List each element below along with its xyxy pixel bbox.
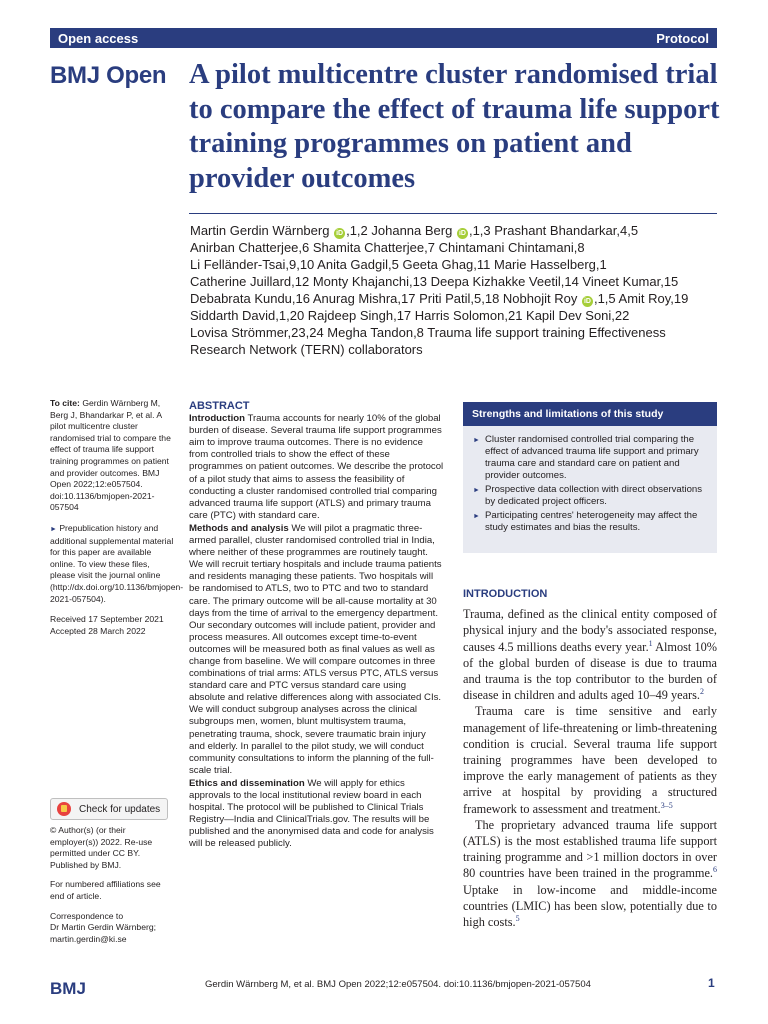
correspondence-block [50, 911, 174, 946]
author-text: Debabrata Kundu,16 Anurag Mishra,17 Priti Patil,5,18 Nobhojit Roy [190, 291, 578, 306]
abstract-methods [189, 523, 444, 777]
author-line [190, 222, 720, 239]
top-banner [50, 28, 717, 48]
author-line [190, 290, 720, 307]
section-text: We will pilot a pragmatic three-armed parallel, cluster randomised controlled trial in India, where neither of these programmes are routinely taught. We will recruit tertiary hospitals and include trauma patients and residents managing these patients. Two hospitals will be randomised to ATLS, two to PTC and two to standard care. The primary outcome will be all-cause mortality at 30 days from the time of arrival to the emergency department. Our secondary outcomes will include patient, provider and process measures. All outcomes except time-to-event outcomes will be measured both as final values as well as change from baseline. We will compare outcomes in three combinations of trial arms: ATLS versus PTC, ATLS versus standard care and PTC versus standard care using absolute and relative differences along with associated CIs. We will conduct subgroup analyses across the clinical subgroups men, women, blunt multisystem trauma, penetrating trauma, shock, severe traumatic brain injury and elderly. In parallel to the pilot study, we will conduct community consultations to inform the planning of the full-scale trial. [189, 522, 442, 776]
reference-link[interactable]: 6 [713, 865, 717, 875]
reference-link[interactable]: 5 [515, 913, 520, 923]
check-updates-label: Check for updates [79, 803, 161, 815]
reference-link[interactable]: 3–5 [660, 800, 673, 810]
triangle-bullet-icon: ► [473, 513, 480, 520]
section-label: Introduction [189, 413, 245, 425]
cite-label: To cite: [50, 398, 80, 408]
abstract-introduction [189, 413, 444, 522]
accepted-date: Accepted 28 March 2022 [50, 625, 146, 636]
paragraph-text: The proprietary advanced trauma life support (ATLS) is the most established trauma life support training programme and >1 million doctors in over 80 countries have been trained in the programme. [463, 817, 717, 881]
copyright-text: © Author(s) (or their employer(s)) 2022. Re-use permitted under CC BY. Published by BMJ. [50, 825, 153, 870]
strengths-list [463, 426, 717, 534]
orcid-icon[interactable]: iD [583, 298, 591, 305]
list-item-text: Participating centres' heterogeneity may affect the study estimates and bias the results. [485, 510, 698, 533]
section-label: Methods and analysis [189, 522, 289, 534]
list-item [473, 510, 709, 534]
author-text: ,1,3 Prashant Bhandarkar,4,5 [468, 223, 639, 238]
prepub-block [50, 522, 184, 605]
introduction-section [463, 586, 717, 930]
abstract-ethics [189, 778, 444, 851]
paragraph-text: Trauma, defined as the clinical entity composed of physical injury and the body's associated response, causes 4.5 millions deaths every year. [463, 607, 717, 654]
author-text: ,1,5 Amit Roy,19 [593, 291, 689, 306]
list-item [473, 484, 709, 508]
prepub-text[interactable]: Prepublication history and additional supplemental material for this paper are available online. To view these files, please visit the journal online (http://dx.doi.org/10.1136/bmjopen-2021-057504). [50, 522, 184, 604]
correspondence-text[interactable]: Dr Martin Gerdin Wärnberg; martin.gerdin@ki.se [50, 922, 157, 944]
article-title: A pilot multicentre cluster randomised trial to compare the effect of trauma life support training programmes on patient and provider outcomes [189, 59, 720, 194]
orcid-icon[interactable]: iD [336, 230, 344, 237]
paragraph [463, 703, 717, 816]
section-text: Trauma accounts for nearly 10% of the global burden of disease. Several trauma life support programmes aim to improve trauma outcomes. There is no evidence from controlled trials to show the effect of these programmes on patient outcomes. We describe the protocol of a pilot study that aims to assess the feasibility of conducting a cluster randomised controlled trial comparing advanced trauma life support (ATLS) and primary trauma care (PTC) with standard care. [189, 413, 444, 521]
paragraph-text: Trauma care is time sensitive and early management of life-threatening or limb-threatening condition is crucial. Several trauma life support training programmes have been developed to improve the early management of patients as they arrive at hospital by providing a structured framework to assessment and treatment. [463, 704, 717, 816]
cite-text: Gerdin Wärnberg M, Berg J, Bhandarkar P, et al. A pilot multicentre cluster randomised trial to compare the effect of trauma life support training programmes on patient and provider outcomes. BMJ Open 2022;12:e057504. doi:10.1136/bmjopen-2021-057504 [50, 398, 171, 513]
author-text: Martin Gerdin Wärnberg [190, 223, 330, 238]
triangle-bullet-icon: ► [50, 525, 57, 533]
journal-logo: BMJ Open [50, 62, 167, 89]
list-item [473, 434, 709, 482]
abstract-heading: ABSTRACT [189, 400, 250, 412]
title-divider [189, 213, 717, 214]
page-number: 1 [708, 976, 715, 990]
crossmark-icon [57, 802, 71, 816]
reference-link[interactable]: 2 [700, 687, 704, 697]
introduction-heading: INTRODUCTION [463, 588, 548, 600]
author-line: Anirban Chatterjee,6 Shamita Chatterjee,7 Chintamani Chintamani,8 [190, 240, 585, 255]
bmj-logo: BMJ [50, 979, 86, 998]
paragraph [463, 817, 717, 930]
article-type-label: Protocol [656, 30, 709, 46]
paragraph-text: Uptake in low-income and middle-income countries (LMIC) has been slow, potentially due to high costs. [463, 882, 717, 930]
list-item-text: Cluster randomised controlled trial comparing the effect of advanced trauma life support and primary trauma care and standard care on patient and provider outcomes. [485, 434, 699, 481]
author-line: Catherine Juillard,12 Monty Khajanchi,13 Deepa Kizhakke Veetil,14 Vineet Kumar,15 [190, 274, 679, 289]
list-item-text: Prospective data collection with direct observations by dedicated project officers. [485, 484, 703, 507]
reference-link[interactable]: 1 [648, 638, 653, 648]
author-text: ,1,2 Johanna Berg [346, 223, 453, 238]
footer-citation: Gerdin Wärnberg M, et al. BMJ Open 2022;12:e057504. doi:10.1136/bmjopen-2021-057504 [205, 979, 591, 990]
triangle-bullet-icon: ► [473, 437, 480, 444]
affiliations-note: For numbered affiliations see end of article. [50, 879, 161, 901]
sidebar-meta [50, 398, 184, 646]
triangle-bullet-icon: ► [473, 487, 480, 494]
orcid-icon[interactable]: iD [458, 230, 466, 237]
author-line: Siddarth David,1,20 Rajdeep Singh,17 Harris Solomon,21 Kapil Dev Soni,22 [190, 308, 630, 323]
dates-block [50, 614, 174, 637]
paragraph [463, 606, 717, 703]
open-access-label: Open access [58, 30, 139, 46]
check-for-updates-button[interactable] [50, 798, 168, 820]
author-list [190, 222, 720, 358]
section-text: We will apply for ethics approvals to the local institutional review board in each hospital. The protocol will be published to Clinical Trials Registry—India and ClinicalTrials.gov. The results will be published and the anonymised data and code for analysis will be released publicly. [189, 777, 434, 850]
citation-block [50, 398, 174, 514]
abstract [189, 400, 444, 851]
author-line: Li Felländer-Tsai,9,10 Anita Gadgil,5 Geeta Ghag,11 Marie Hasselberg,1 [190, 257, 607, 272]
author-line: Lovisa Strömmer,23,24 Megha Tandon,8 Trauma life support training Effectiveness [190, 325, 666, 340]
sidebar-license [50, 825, 174, 945]
received-date: Received 17 September 2021 [50, 614, 164, 625]
section-label: Ethics and dissemination [189, 777, 305, 789]
strengths-heading: Strengths and limitations of this study [463, 402, 717, 426]
author-line: Research Network (TERN) collaborators [190, 342, 423, 357]
correspondence-label: Correspondence to [50, 910, 124, 921]
strengths-box [463, 402, 717, 553]
paragraph-text: Almost 10% of the global burden of disease is due to trauma and trauma is the top contributor to the burden of disease in children and adults aged 10–49 years. [463, 639, 717, 703]
